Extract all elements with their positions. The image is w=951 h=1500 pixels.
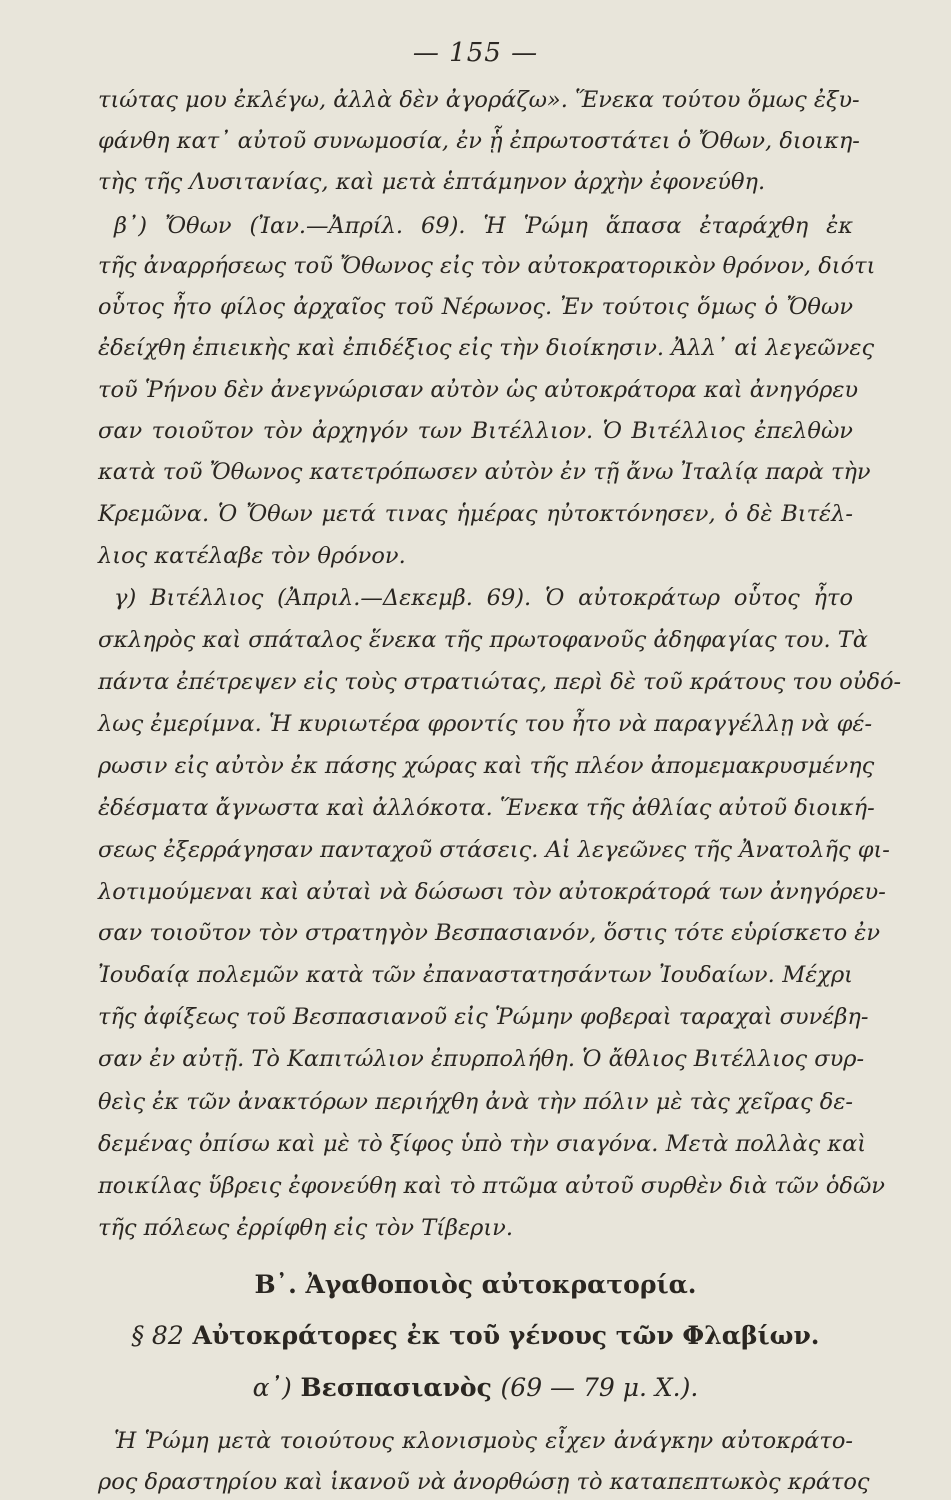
text-line: λοτιμούμεναι καὶ αὐταὶ νὰ δώσωσι τὸν αὐτοκράτορά των ἀνηγόρευ- xyxy=(98,879,886,905)
text-line: σαν τοιοῦτον τὸν στρατηγὸν Βεσπασιανόν, ὅστις τότε εὑρίσκετο ἐν xyxy=(98,920,881,946)
text-line: τῆς πόλεως ἐρρίφθη εἰς τὸν Τίβεριν. xyxy=(98,1215,513,1241)
text-line: θεὶς ἐκ τῶν ἀνακτόρων περιήχθη ἀνὰ τὴν πόλιν μὲ τὰς χεῖρας δε- xyxy=(98,1089,853,1115)
subsection-name: Βεσπασιανὸς xyxy=(300,1373,492,1402)
page-number: — 155 — xyxy=(412,38,539,68)
text-line: τῆς ἀφίξεως τοῦ Βεσπασιανοῦ εἰς Ῥώμην φοβεραὶ ταραχαὶ συνέβη- xyxy=(98,1004,869,1030)
text-line: τῆς ἀναρρήσεως τοῦ Ὄθωνος εἰς τὸν αὐτοκρατορικὸν θρόνον, διότι xyxy=(98,253,876,279)
text-line: τιώτας μου ἐκλέγω, ἀλλὰ δὲν ἀγοράζω». Ἕνεκα τούτου ὅμως ἐξυ- xyxy=(98,87,860,113)
section-heading: Β᾽. Ἀγαθοποιὸς αὐτοκρατορία. xyxy=(254,1270,697,1299)
paragraph-heading xyxy=(0,1321,951,1350)
text-line: δεμένας ὀπίσω καὶ μὲ τὸ ξίφος ὑπὸ τὴν σιαγόνα. Μετὰ πολλὰς καὶ xyxy=(98,1131,867,1157)
text-line: Κρεμῶνα. Ὁ Ὄθων μετά τινας ἡμέρας ηὐτοκτόνησεν, ὁ δὲ Βιτέλ- xyxy=(98,501,853,527)
paragraph-number: § 82 xyxy=(131,1321,184,1350)
text-line: σκληρὸς καὶ σπάταλος ἕνεκα τῆς πρωτοφανοῦς ἀδηφαγίας του. Τὰ xyxy=(98,627,868,653)
text-line: τοῦ Ῥήνου δὲν ἀνεγνώρισαν αὐτὸν ὡς αὐτοκράτορα καὶ ἀνηγόρευ xyxy=(98,377,859,403)
text-line: ἐδείχθη ἐπιεικὴς καὶ ἐπιδέξιος εἰς τὴν διοίκησιν. Ἀλλ᾽ αἱ λεγεῶνες xyxy=(98,335,875,361)
text-line: σαν ἐν αὐτῇ. Τὸ Καπιτώλιον ἐπυρπολήθη. Ὁ ἄθλιος Βιτέλλιος συρ- xyxy=(98,1046,865,1072)
text-line: Ἡ Ῥώμη μετὰ τοιούτους κλονισμοὺς εἶχεν ἀνάγκην αὐτοκράτο- xyxy=(114,1428,853,1454)
subsection-label: α᾽) xyxy=(252,1373,292,1402)
text-line: Ἰουδαίᾳ πολεμῶν κατὰ τῶν ἐπαναστατησάντων Ἰουδαίων. Μέχρι xyxy=(98,962,853,988)
text-line: λως ἐμερίμνα. Ἡ κυριωτέρα φροντίς του ἦτο νὰ παραγγέλλῃ νὰ φέ- xyxy=(98,711,873,737)
text-line: ποικίλας ὕβρεις ἐφονεύθη καὶ τὸ πτῶμα αὐτοῦ συρθὲν διὰ τῶν ὁδῶν xyxy=(98,1173,885,1199)
text-line: ρος δραστηρίου καὶ ἱκανοῦ νὰ ἀνορθώσῃ τὸ καταπεπτωκὸς κράτος xyxy=(98,1469,870,1495)
text-line: ἐδέσματα ἄγνωστα καὶ ἀλλόκοτα. Ἕνεκα τῆς ἀθλίας αὐτοῦ διοική- xyxy=(98,795,875,821)
text-line: σεως ἐξερράγησαν πανταχοῦ στάσεις. Αἱ λεγεῶνες τῆς Ἀνατολῆς φι- xyxy=(98,837,890,863)
text-line: φάνθη κατ᾽ αὐτοῦ συνωμοσία, ἐν ᾗ ἐπρωτοστάτει ὁ Ὄθων, διοικη- xyxy=(98,128,860,154)
text-line: λιος κατέλαβε τὸν θρόνον. xyxy=(98,543,406,569)
text-line: ρωσιν εἰς αὐτὸν ἐκ πάσης χώρας καὶ τῆς πλέον ἀπομεμακρυσμένης xyxy=(98,753,875,779)
text-line: β᾽) Ὄθων (Ἰαν.—Ἀπρίλ. 69). Ἡ Ῥώμη ἅπασα ἐταράχθη ἐκ xyxy=(114,213,853,239)
paragraph-title: Αὐτοκράτορες ἐκ τοῦ γένους τῶν Φλαβίων. xyxy=(192,1321,820,1350)
text-line: σαν τοιοῦτον τὸν ἀρχηγόν των Βιτέλλιον. Ὁ Βιτέλλιος ἐπελθὼν xyxy=(98,418,853,444)
subsection-heading xyxy=(0,1373,951,1402)
text-line: κατὰ τοῦ Ὄθωνος κατετρόπωσεν αὐτὸν ἐν τῇ ἄνω Ἰταλίᾳ παρὰ τὴν xyxy=(98,459,871,485)
subsection-dates: (69 — 79 μ. Χ.). xyxy=(500,1373,699,1402)
text-line: γ) Βιτέλλιος (Ἀπριλ.—Δεκεμβ. 69). Ὁ αὐτοκράτωρ οὗτος ἦτο xyxy=(114,585,853,611)
text-line: τὴς τῆς Λυσιτανίας, καὶ μετὰ ἑπτάμηνον ἀρχὴν ἐφονεύθη. xyxy=(98,169,766,195)
text-line: οὗτος ἦτο φίλος ἀρχαῖος τοῦ Νέρωνος. Ἐν τούτοις ὅμως ὁ Ὄθων xyxy=(98,294,853,320)
text-line: πάντα ἐπέτρεψεν εἰς τοὺς στρατιώτας, περὶ δὲ τοῦ κράτους του οὐδό- xyxy=(98,669,902,695)
